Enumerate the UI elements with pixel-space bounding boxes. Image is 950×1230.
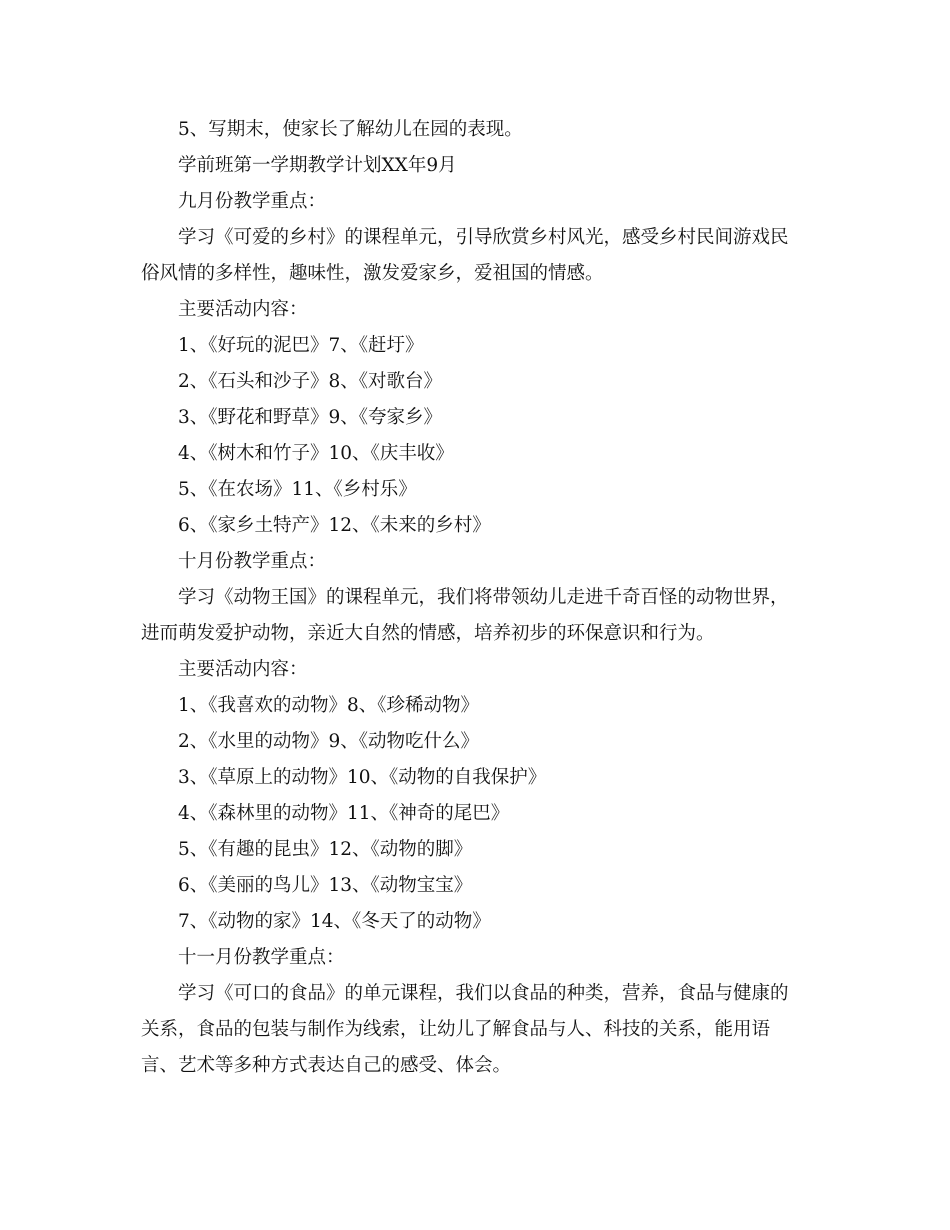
list-item: 5、《在农场》11、《乡村乐》	[178, 479, 417, 500]
list-item: 2、《水里的动物》9、《动物吃什么》	[178, 731, 480, 752]
september-heading: 九月份教学重点：	[178, 191, 327, 212]
november-heading: 十一月份教学重点：	[178, 947, 345, 968]
list-item: 1、《我喜欢的动物》8、《珍稀动物》	[178, 695, 480, 716]
activities-label: 主要活动内容：	[178, 659, 308, 680]
september-paragraph: 学习《可爱的乡村》的课程单元，引导欣赏乡村风光，感受乡村民间游戏民俗风情的多样性，趣味性，激发爱家乡，爱祖国的情感。	[141, 227, 789, 284]
list-item: 3、《草原上的动物》10、《动物的自我保护》	[178, 767, 547, 788]
list-item: 7、《动物的家》14、《冬天了的动物》	[178, 911, 491, 932]
november-paragraph: 学习《可口的食品》的单元课程，我们以食品的种类，营养，食品与健康的关系，食品的包装与制作为线索，让幼儿了解食品与人、科技的关系，能用语言、艺术等多种方式表达自己的感受、体会。	[141, 983, 789, 1076]
list-item: 4、《树木和竹子》10、《庆丰收》	[178, 443, 454, 464]
october-heading: 十月份教学重点：	[178, 551, 327, 572]
list-item: 6、《家乡土特产》12、《未来的乡村》	[178, 515, 491, 536]
list-item: 4、《森林里的动物》11、《神奇的尾巴》	[178, 803, 510, 824]
list-item: 1、《好玩的泥巴》7、《赶圩》	[178, 335, 424, 356]
activities-label: 主要活动内容：	[178, 299, 308, 320]
document-body	[141, 112, 801, 1084]
list-item: 2、《石头和沙子》8、《对歌台》	[178, 371, 443, 392]
list-item: 5、《有趣的昆虫》12、《动物的脚》	[178, 839, 473, 860]
list-item: 6、《美丽的鸟儿》13、《动物宝宝》	[178, 875, 473, 896]
list-item: 3、《野花和野草》9、《夸家乡》	[178, 407, 443, 428]
plan-title: 学前班第一学期教学计划XX年9月	[178, 155, 457, 176]
october-paragraph: 学习《动物王国》的课程单元，我们将带领幼儿走进千奇百怪的动物世界，进而萌发爱护动物，亲近大自然的情感，培养初步的环保意识和行为。	[141, 587, 789, 644]
paragraph-line: 5、写期末，使家长了解幼儿在园的表现。	[178, 119, 523, 140]
